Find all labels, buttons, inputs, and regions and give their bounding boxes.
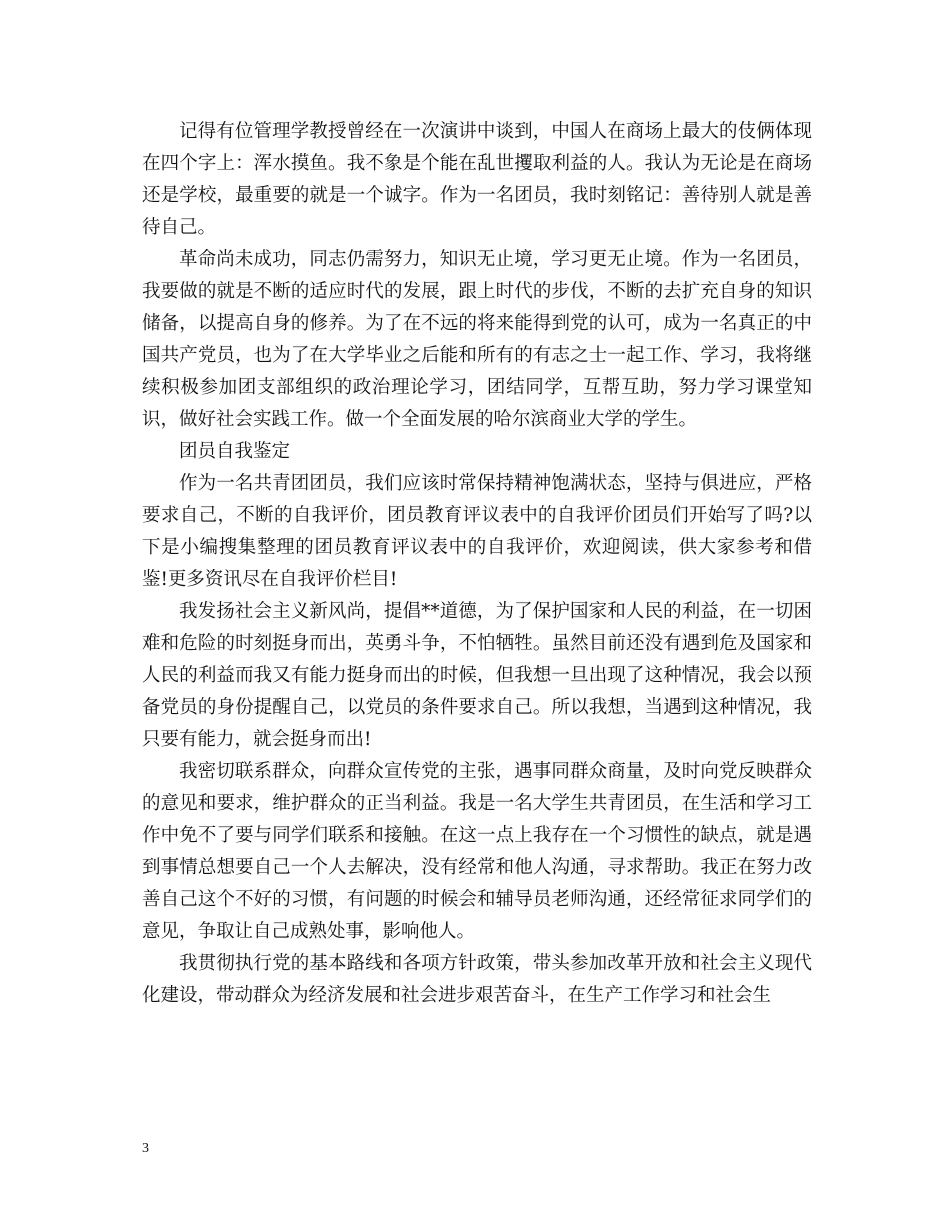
page-number: 3	[142, 1141, 149, 1156]
document-body	[142, 116, 812, 1012]
paragraph-5: 我密切联系群众，向群众宣传党的主张，遇事同群众商量，及时向党反映群众的意见和要求，维护群众的正当利益。我是一名大学生共青团员，在生活和学习工作中免不了要与同学们联系和接触。在这一点上我存在一个习惯性的缺点，就是遇到事情总想要自己一个人去解决，没有经常和他人沟通，寻求帮助。我正在努力改善自己这个不好的习惯，有问题的时候会和辅导员老师沟通，还经常征求同学们的意见，争取让自己成熟处事，影响他人。	[142, 761, 812, 942]
section-heading: 团员自我鉴定	[179, 441, 291, 462]
paragraph-3: 作为一名共青团团员，我们应该时常保持精神饱满状态，坚持与俱进应，严格要求自己，不断的自我评价，团员教育评议表中的自我评价团员们开始写了吗?以下是小编搜集整理的团员教育评议表中的自我评价，欢迎阅读，供大家参考和借鉴!更多资讯尽在自我评价栏目!	[142, 473, 812, 590]
paragraph-6: 我贯彻执行党的基本路线和各项方针政策，带头参加改革开放和社会主义现代化建设，带动群众为经济发展和社会进步艰苦奋斗，在生产工作学习和社会生	[142, 953, 812, 1006]
paragraph-2: 革命尚未成功，同志仍需努力，知识无止境，学习更无止境。作为一名团员，我要做的就是不断的适应时代的发展，跟上时代的步伐，不断的去扩充自身的知识储备，以提高自身的修养。为了在不远的将来能得到党的认可，成为一名真正的中国共产党员，也为了在大学毕业之后能和所有的有志之士一起工作、学习，我将继续积极参加团支部组织的政治理论学习，团结同学，互帮互助，努力学习课堂知识，做好社会实践工作。做一个全面发展的哈尔滨商业大学的学生。	[142, 249, 812, 430]
paragraph-1: 记得有位管理学教授曾经在一次演讲中谈到，中国人在商场上最大的伎俩体现在四个字上：浑水摸鱼。我不象是个能在乱世攫取利益的人。我认为无论是在商场还是学校，最重要的就是一个诚字。作为一名团员，我时刻铭记：善待别人就是善待自己。	[142, 121, 812, 238]
paragraph-4: 我发扬社会主义新风尚，提倡**道德，为了保护国家和人民的利益，在一切困难和危险的时刻挺身而出，英勇斗争，不怕牺牲。虽然目前还没有遇到危及国家和人民的利益而我又有能力挺身而出的时候，但我想一旦出现了这种情况，我会以预备党员的身份提醒自己，以党员的条件要求自己。所以我想，当遇到这种情况，我只要有能力，就会挺身而出!	[142, 601, 812, 750]
